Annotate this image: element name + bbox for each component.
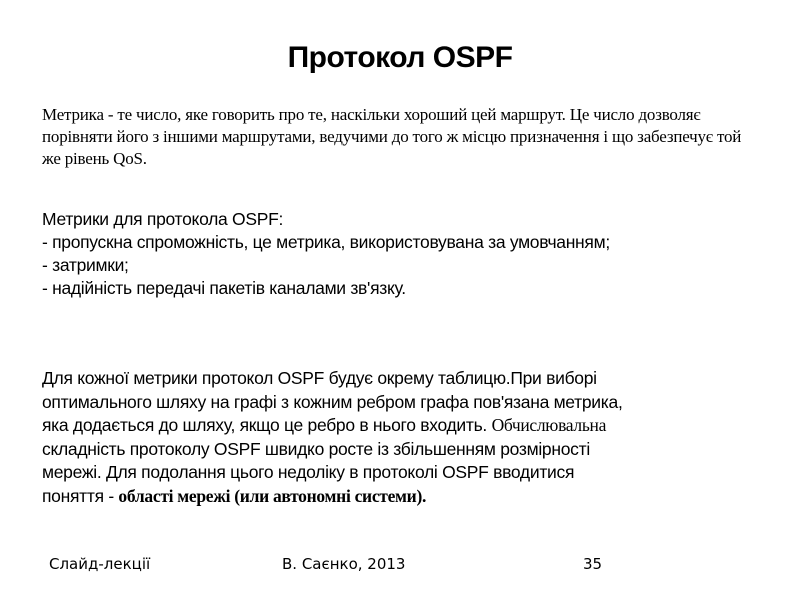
paragraph-line: оптимального шляху на графі з кожним ребром графа пов'язана метрика, [42, 391, 623, 412]
paragraph-line [42, 485, 762, 509]
metric-definition-paragraph: Метрика - те число, яке говорить про те, наскільки хороший цей маршрут. Це число дозволяє порівняти його з іншими маршрутами, ведучими до того ж місцю призначення і що забезпечує той же рівень QoS. [42, 105, 742, 168]
metrics-heading: Метрики для протокола OSPF: [42, 209, 284, 229]
bold-term: області мережі (или автономні системи). [118, 485, 427, 506]
footer-course-label: Слайд-лекції [49, 555, 151, 573]
ospf-tables-paragraph [42, 367, 762, 508]
footer-page-number: 35 [583, 555, 603, 573]
metrics-list-item: - пропускна спроможність, це метрика, використовувана за умовчанням; [42, 232, 610, 252]
paragraph-line: Для кожної метрики протокол OSPF будує окрему таблицю.При виборі [42, 368, 597, 388]
paragraph-line-part: Обчислювальна [491, 415, 607, 435]
paragraph-line-part: яка додається до шляху, якщо це ребро в нього входить. [42, 415, 487, 435]
metrics-list-item: - надійність передачі пакетів каналами зв'язку. [42, 278, 406, 298]
paragraph-line: складність протоколу OSPF швидко росте із збільшенням розмірності [42, 438, 590, 459]
paragraph-line: мережі. Для подолання цього недоліку в протоколі OSPF вводитися [42, 462, 575, 482]
metrics-list-item: - затримки; [42, 255, 129, 275]
footer-author: В. Саєнко, 2013 [282, 555, 406, 573]
paragraph-line-part: поняття - [42, 485, 114, 506]
metrics-list-block [42, 208, 762, 300]
slide-title: Протокол OSPF [287, 41, 513, 74]
paragraph-line [42, 414, 762, 438]
